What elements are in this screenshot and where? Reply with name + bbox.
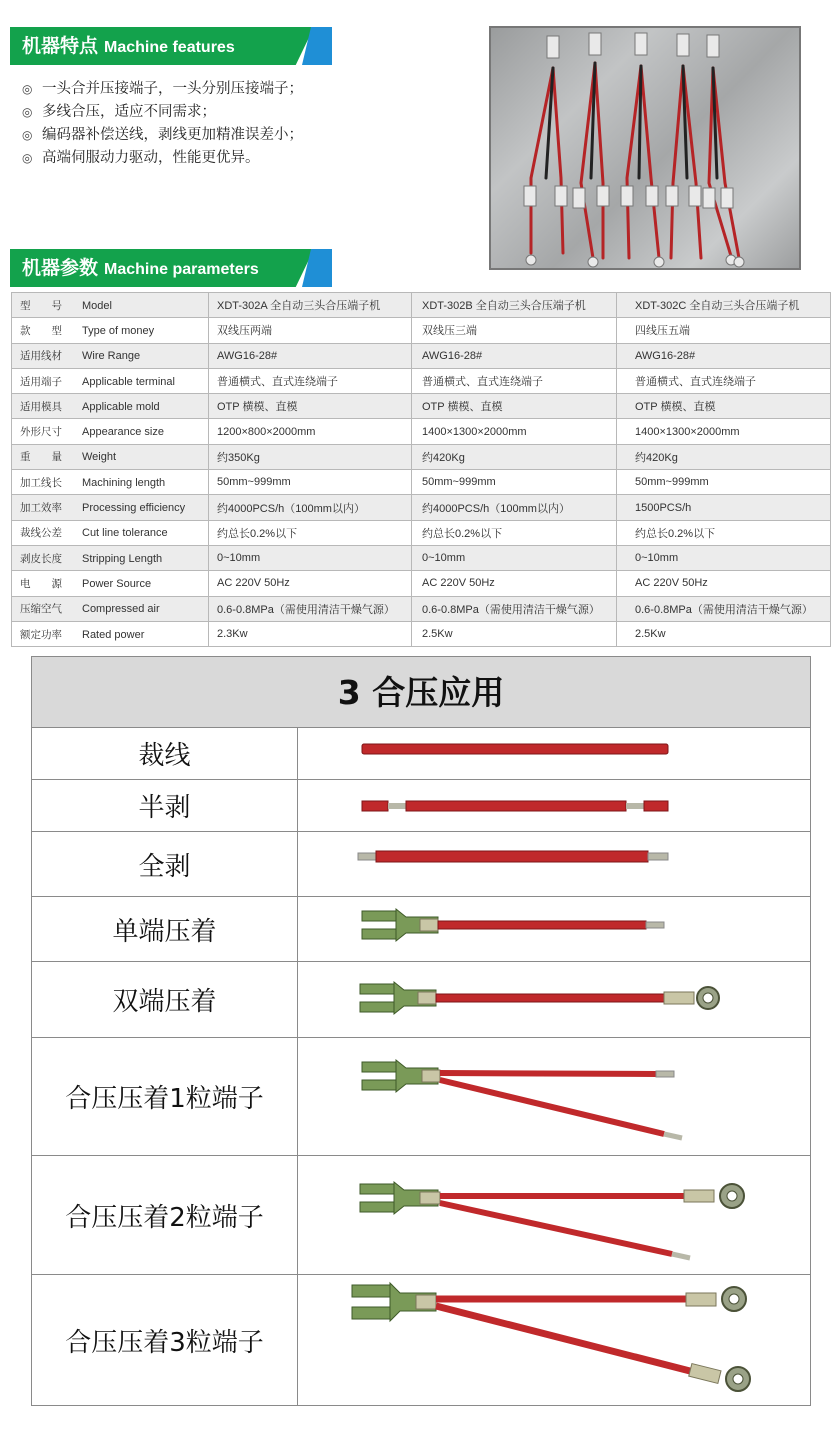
param-label-en: Cut line tolerance [82, 527, 168, 540]
param-value-model-c: 约420Kg [617, 444, 831, 469]
param-value-model-a: OTP 横模、直模 [209, 394, 412, 419]
param-value-model-c: AC 220V 50Hz [617, 571, 831, 596]
params-table [11, 292, 831, 647]
bullet-icon: ◎ [22, 105, 33, 119]
param-value-model-b: OTP 横模、直模 [412, 394, 617, 419]
param-value-model-c: 0.6-0.8MPa（需使用清洁干燥气源） [617, 596, 831, 621]
param-value-model-a: 双线压两端 [209, 318, 412, 343]
param-value-model-a: 1200×800×2000mm [209, 419, 412, 444]
param-label [12, 571, 209, 596]
combined-crimp-2-terminal-icon [298, 1156, 810, 1274]
product-photo [489, 26, 801, 270]
param-label [12, 444, 209, 469]
features-list [22, 78, 303, 170]
param-value-model-b: 普通横式、直式连绕端子 [412, 368, 617, 393]
param-label-cn: 适用端子 [20, 375, 62, 388]
param-label [12, 419, 209, 444]
param-value-model-b: 1400×1300×2000mm [412, 419, 617, 444]
table-row [12, 520, 831, 545]
param-label-en: Appearance size [82, 426, 164, 439]
param-value-model-a: AC 220V 50Hz [209, 571, 412, 596]
param-value-model-b: 2.5Kw [412, 621, 617, 646]
param-label-en: Power Source [82, 577, 152, 590]
param-label [12, 520, 209, 545]
bullet-icon: ◎ [22, 82, 33, 96]
table-row [12, 596, 831, 621]
application-row-label: 合压压着1粒端子 [32, 1038, 298, 1155]
param-label-en: Machining length [82, 476, 166, 489]
table-row [12, 571, 831, 596]
params-banner [10, 249, 332, 287]
param-label [12, 394, 209, 419]
features-banner-en: Machine features [104, 39, 235, 56]
param-label-en: Applicable mold [82, 400, 160, 413]
application-row [32, 1038, 810, 1156]
combined-crimp-3-terminal-icon [298, 1275, 810, 1405]
table-row [12, 621, 831, 646]
param-value-model-c: 0~10mm [617, 545, 831, 570]
param-value-model-b: 0~10mm [412, 545, 617, 570]
param-value-model-c: 1500PCS/h [617, 495, 831, 520]
param-value-model-b: 50mm~999mm [412, 470, 617, 495]
param-label-en: Type of money [82, 324, 155, 337]
param-value-model-c: OTP 横模、直模 [617, 394, 831, 419]
param-value-model-a: 0.6-0.8MPa（需使用清洁干燥气源） [209, 596, 412, 621]
param-label-cn: 适用模具 [20, 400, 62, 413]
param-label [12, 293, 209, 318]
params-banner-en: Machine parameters [104, 261, 259, 278]
wire-harness-photo-icon [491, 28, 799, 268]
application-row [32, 1156, 810, 1275]
param-value-model-a: 约350Kg [209, 444, 412, 469]
param-label-cn: 剥皮长度 [20, 552, 62, 565]
param-label [12, 596, 209, 621]
param-label-en: Wire Range [82, 350, 141, 363]
param-label-en: Compressed air [82, 603, 160, 616]
bullet-icon: ◎ [22, 151, 33, 165]
param-value-model-a: 0~10mm [209, 545, 412, 570]
param-label [12, 470, 209, 495]
param-value-model-a: 约总长0.2%以下 [209, 520, 412, 545]
application-row [32, 962, 810, 1038]
param-label-cn: 重 量 [20, 451, 62, 464]
application-row [32, 832, 810, 897]
single-end-crimp-icon [298, 897, 810, 961]
table-row [12, 368, 831, 393]
params-banner-cn: 机器参数 [22, 257, 99, 279]
param-value-model-a: 普通横式、直式连绕端子 [209, 368, 412, 393]
feature-item: ◎ 多线合压，适应不同需求； [22, 101, 303, 124]
application-row-label: 裁线 [32, 728, 298, 779]
cut-wire-icon [298, 728, 810, 779]
application-title: 3 合压应用 [32, 657, 810, 728]
param-label-en: Model [82, 299, 112, 312]
application-table [31, 656, 811, 1406]
param-value-model-c: 2.5Kw [617, 621, 831, 646]
param-value-model-c: XDT-302C 全自动三头合压端子机 [617, 293, 831, 318]
table-row [12, 470, 831, 495]
application-row-label: 半剥 [32, 780, 298, 831]
param-label [12, 318, 209, 343]
param-label-en: Processing efficiency [82, 502, 186, 515]
table-row [12, 343, 831, 368]
param-value-model-c: 50mm~999mm [617, 470, 831, 495]
param-value-model-a: 50mm~999mm [209, 470, 412, 495]
feature-item: ◎ 一头合并压接端子，一头分别压接端子； [22, 78, 303, 101]
full-strip-wire-icon [298, 832, 810, 896]
param-label-en: Stripping Length [82, 552, 163, 565]
param-value-model-b: 约4000PCS/h（100mm以内） [412, 495, 617, 520]
param-label [12, 368, 209, 393]
table-row [12, 318, 831, 343]
param-label-cn: 电 源 [20, 577, 62, 590]
param-label-cn: 外形尺寸 [20, 426, 62, 439]
application-row-label: 双端压着 [32, 962, 298, 1037]
param-value-model-a: AWG16-28# [209, 343, 412, 368]
param-value-model-a: XDT-302A 全自动三头合压端子机 [209, 293, 412, 318]
application-row-label: 单端压着 [32, 897, 298, 961]
bullet-icon: ◎ [22, 128, 33, 142]
features-banner [10, 27, 332, 65]
param-label [12, 545, 209, 570]
feature-item: ◎ 高端伺服动力驱动，性能更优异。 [22, 147, 303, 170]
table-row [12, 545, 831, 570]
param-value-model-b: 0.6-0.8MPa（需使用清洁干燥气源） [412, 596, 617, 621]
feature-item: ◎ 编码器补偿送线，剥线更加精准误差小； [22, 124, 303, 147]
param-label-en: Weight [82, 451, 117, 464]
param-value-model-b: 约总长0.2%以下 [412, 520, 617, 545]
table-row [12, 419, 831, 444]
combined-crimp-1-terminal-icon [298, 1038, 810, 1155]
param-value-model-c: 约总长0.2%以下 [617, 520, 831, 545]
param-value-model-c: 四线压五端 [617, 318, 831, 343]
param-value-model-b: AC 220V 50Hz [412, 571, 617, 596]
param-label-cn: 适用线材 [20, 350, 62, 363]
application-row-label: 合压压着3粒端子 [32, 1275, 298, 1405]
double-end-crimp-icon [298, 962, 810, 1037]
half-strip-wire-icon [298, 780, 810, 831]
param-value-model-a: 2.3Kw [209, 621, 412, 646]
param-label-cn: 裁线公差 [20, 527, 62, 540]
features-banner-cn: 机器特点 [22, 35, 99, 57]
param-value-model-c: 1400×1300×2000mm [617, 419, 831, 444]
param-value-model-b: 约420Kg [412, 444, 617, 469]
param-label [12, 495, 209, 520]
application-row-label: 合压压着2粒端子 [32, 1156, 298, 1274]
param-label-cn: 压缩空气 [20, 603, 62, 616]
application-row [32, 897, 810, 962]
param-value-model-b: 双线压三端 [412, 318, 617, 343]
param-label-cn: 加工线长 [20, 476, 62, 489]
param-value-model-b: XDT-302B 全自动三头合压端子机 [412, 293, 617, 318]
table-row [12, 394, 831, 419]
param-value-model-c: 普通横式、直式连绕端子 [617, 368, 831, 393]
param-label-en: Applicable terminal [82, 375, 175, 388]
application-row-label: 全剥 [32, 832, 298, 896]
param-label-cn: 型 号 [20, 299, 62, 312]
param-value-model-a: 约4000PCS/h（100mm以内） [209, 495, 412, 520]
table-row [12, 293, 831, 318]
param-label-cn: 额定功率 [20, 628, 62, 641]
param-value-model-b: AWG16-28# [412, 343, 617, 368]
application-row [32, 728, 810, 780]
param-value-model-c: AWG16-28# [617, 343, 831, 368]
table-row [12, 444, 831, 469]
application-row [32, 780, 810, 832]
param-label [12, 343, 209, 368]
table-row [12, 495, 831, 520]
application-row [32, 1275, 810, 1405]
param-label-cn: 加工效率 [20, 502, 62, 515]
param-label-cn: 款 型 [20, 324, 62, 337]
param-label [12, 621, 209, 646]
param-label-en: Rated power [82, 628, 145, 641]
